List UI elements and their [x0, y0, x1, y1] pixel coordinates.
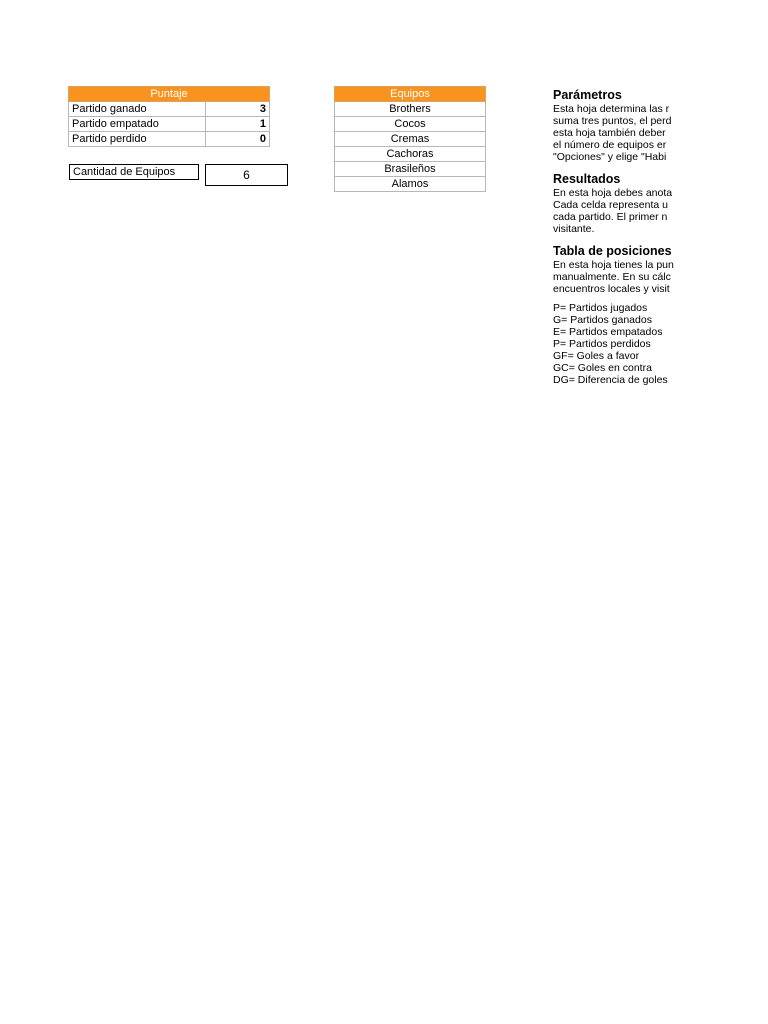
table-row [335, 102, 486, 117]
parametros-heading: Parámetros [553, 88, 622, 102]
team-cell[interactable]: Cachoras [335, 147, 486, 162]
note-line: "Opciones" y elige "Habi [553, 151, 667, 163]
note-line: En esta hoja debes anota [553, 187, 673, 199]
note-line: visitante. [553, 223, 595, 235]
equipos-header[interactable]: Equipos [335, 87, 486, 102]
table-row [69, 117, 270, 132]
table-row [335, 132, 486, 147]
table-row [335, 177, 486, 192]
legend-item: P= Partidos jugados [553, 302, 648, 314]
team-cell[interactable]: Brothers [335, 102, 486, 117]
table-row [335, 117, 486, 132]
puntaje-label-perdido[interactable]: Partido perdido [69, 132, 206, 147]
puntaje-value-perdido[interactable]: 0 [205, 132, 269, 147]
note-line: cada partido. El primer n [553, 211, 668, 223]
table-row [335, 162, 486, 177]
legend-item: GC= Goles en contra [553, 362, 652, 374]
legend-item: E= Partidos empatados [553, 326, 663, 338]
tabla-heading: Tabla de posiciones [553, 244, 672, 258]
legend-item: GF= Goles a favor [553, 350, 640, 362]
note-line: Esta hoja determina las r [553, 103, 670, 115]
note-line: Cada celda representa u [553, 199, 668, 211]
legend-item: DG= Diferencia de goles [553, 374, 668, 386]
note-line: esta hoja también deber [553, 127, 666, 139]
cantidad-equipos-label[interactable]: Cantidad de Equipos [69, 164, 199, 180]
table-row [335, 147, 486, 162]
team-cell[interactable]: Cremas [335, 132, 486, 147]
note-line: suma tres puntos, el perd [553, 115, 672, 127]
team-cell[interactable]: Alamos [335, 177, 486, 192]
note-line: En esta hoja tienes la pun [553, 259, 674, 271]
puntaje-label-empatado[interactable]: Partido empatado [69, 117, 206, 132]
note-line: el número de equipos er [553, 139, 667, 151]
equipos-table [334, 86, 486, 192]
puntaje-label-ganado[interactable]: Partido ganado [69, 102, 206, 117]
table-row [69, 132, 270, 147]
puntaje-table [68, 86, 270, 147]
puntaje-header[interactable]: Puntaje [69, 87, 270, 102]
note-line: encuentros locales y visit [553, 283, 670, 295]
legend-item: G= Partidos ganados [553, 314, 652, 326]
puntaje-value-ganado[interactable]: 3 [205, 102, 269, 117]
instructions-panel [553, 88, 768, 386]
table-row [69, 102, 270, 117]
team-cell[interactable]: Brasileños [335, 162, 486, 177]
puntaje-value-empatado[interactable]: 1 [205, 117, 269, 132]
resultados-heading: Resultados [553, 172, 621, 186]
legend-item: P= Partidos perdidos [553, 338, 651, 350]
note-line: manualmente. En su cálc [553, 271, 671, 283]
team-cell[interactable]: Cocos [335, 117, 486, 132]
cantidad-equipos-value[interactable]: 6 [205, 164, 288, 186]
